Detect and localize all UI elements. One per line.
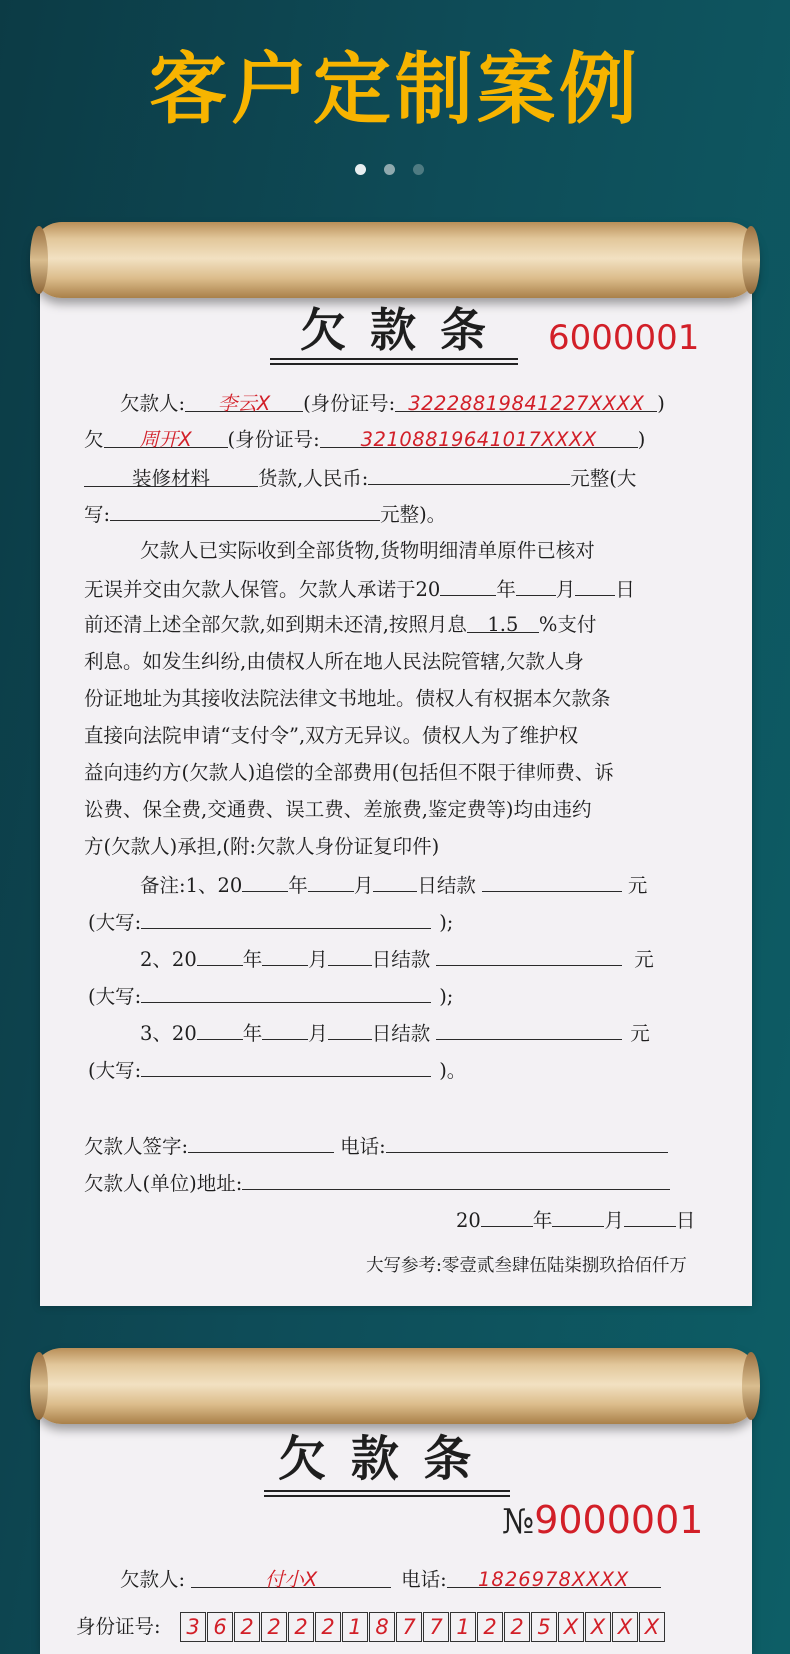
note-3-year-label: 年: [242, 1022, 263, 1045]
creditor-name: 周开X: [139, 428, 192, 451]
creditor-id-field[interactable]: [320, 425, 638, 451]
note-3-day-field[interactable]: [328, 1017, 372, 1040]
id-cell-18[interactable]: X: [639, 1612, 665, 1642]
note-1: [140, 869, 647, 901]
doc1-title-underline: [270, 358, 518, 360]
due-year-label: 年: [496, 578, 516, 601]
id-cell-3[interactable]: 2: [234, 1612, 260, 1642]
carousel-dot-2[interactable]: [384, 164, 395, 175]
note-2-year-field[interactable]: [197, 943, 243, 966]
goods-field[interactable]: [84, 464, 258, 490]
xie-label: 写:: [84, 503, 111, 526]
id-cell-8[interactable]: 8: [369, 1612, 395, 1642]
doc2-debtor-name: 付小X: [264, 1568, 318, 1591]
para-line-1: 欠款人已实际收到全部货物,货物明细清单原件已核对: [140, 539, 595, 562]
rate-field[interactable]: [467, 610, 539, 636]
doc1-line-creditor: [84, 425, 645, 455]
id-cell-16[interactable]: X: [585, 1612, 611, 1642]
note-3-month-field[interactable]: [262, 1017, 308, 1040]
date-day-label: 日: [675, 1209, 696, 1232]
doc1-line-goods: [84, 462, 636, 494]
note-2-day-field[interactable]: [328, 943, 372, 966]
debtor-id-field[interactable]: [395, 389, 657, 415]
doc2-phone-label: 电话:: [401, 1568, 447, 1591]
id-cell-12[interactable]: 2: [477, 1612, 503, 1642]
address-field[interactable]: [242, 1167, 670, 1190]
address-label: 欠款人(单位)地址:: [84, 1172, 243, 1195]
phone-field[interactable]: [386, 1130, 668, 1153]
doc1-scroll-roll: [32, 222, 758, 298]
note-3-close: )。: [439, 1059, 467, 1082]
id-cell-10[interactable]: 7: [423, 1612, 449, 1642]
doc2-no-symbol: №: [502, 1502, 535, 1542]
debt-note-2: [40, 1402, 752, 1654]
id-cell-15[interactable]: X: [558, 1612, 584, 1642]
note-1-daxie: [88, 906, 453, 938]
note-2-yuan: 元: [634, 948, 654, 971]
sign-field[interactable]: [188, 1130, 334, 1153]
debtor-id: 322288198412​27XXXX: [408, 392, 645, 415]
note-1-prefix: 备注:1、20: [140, 874, 243, 897]
due-day-label: 日: [615, 578, 635, 601]
id-cell-13[interactable]: 2: [504, 1612, 530, 1642]
note-2-daxie-field[interactable]: [141, 980, 431, 1003]
note-1-year-field[interactable]: [242, 869, 288, 892]
rate-value: 1.5: [487, 613, 519, 636]
note-1-daxie-field[interactable]: [141, 906, 431, 929]
note-3-year-field[interactable]: [197, 1017, 243, 1040]
id-cell-1[interactable]: 3: [180, 1612, 206, 1642]
note-1-daxie-label: (大写:: [88, 911, 142, 934]
doc2-scroll-roll: [32, 1348, 758, 1424]
owe-label: 欠: [84, 428, 104, 451]
id-cell-5[interactable]: 2: [288, 1612, 314, 1642]
note-1-close: );: [439, 911, 454, 934]
id-label-2: (身份证号:: [227, 428, 320, 451]
doc2-serial-line: [502, 1498, 703, 1544]
carousel-dot-1[interactable]: [355, 164, 366, 175]
note-2-daxie: [88, 980, 453, 1012]
para-line-5: 份证地址为其接收法院法律文书地址。债权人有权据本欠款条: [84, 687, 611, 710]
para-line-4: 利息。如发生纠纷,由债权人所在地人民法院管辖,欠款人身: [84, 650, 584, 673]
yuan-zheng-end: 元整)。: [380, 503, 447, 526]
note-2-amount-field[interactable]: [436, 943, 622, 966]
date-month-field[interactable]: [552, 1204, 604, 1227]
note-2-month-field[interactable]: [262, 943, 308, 966]
date-year-label: 年: [532, 1209, 553, 1232]
doc2-debtor-name-field[interactable]: [191, 1565, 391, 1591]
note-2-month-label: 月: [308, 948, 328, 971]
date-day-field[interactable]: [624, 1204, 676, 1227]
doc2-title: 欠 款 条: [278, 1431, 476, 1487]
goods-tail: 货款,人民币:: [258, 467, 369, 490]
note-3-daxie-field[interactable]: [141, 1054, 431, 1077]
id-cell-2[interactable]: 6: [207, 1612, 233, 1642]
note-3-amount-field[interactable]: [436, 1017, 622, 1040]
daxie-reference: 大写参考:零壹贰叁肆伍陆柒捌玖拾佰仟万: [366, 1256, 687, 1276]
phone-label: 电话:: [340, 1135, 386, 1158]
date-month-label: 月: [604, 1209, 624, 1232]
amount-daxie-field[interactable]: [110, 498, 380, 521]
amount-field[interactable]: [368, 462, 570, 485]
note-2-close: );: [439, 985, 454, 1008]
para-3-text: 前还清上述全部欠款,如到期未还清,按照月息: [84, 613, 467, 636]
para-line-9: 方(欠款人)承担,(附:欠款人身份证复印件): [84, 835, 440, 858]
date-line: [456, 1204, 695, 1236]
note-1-month-label: 月: [353, 874, 374, 897]
creditor-name-field[interactable]: [104, 425, 228, 451]
doc1-line-daxie: [84, 498, 446, 530]
para-3-tail: %支付: [538, 613, 597, 636]
note-1-amount-field[interactable]: [482, 869, 622, 892]
id-cell-9[interactable]: 7: [396, 1612, 422, 1642]
date-year-field[interactable]: [481, 1204, 533, 1227]
id-cell-4[interactable]: 2: [261, 1612, 287, 1642]
para-line-8: 讼费、保全费,交通费、误工费、差旅费,鉴定费等)均由违约: [84, 798, 592, 821]
doc2-line-debtor: [120, 1565, 661, 1595]
debtor-name-field[interactable]: [185, 389, 303, 415]
para-line-3: [84, 610, 596, 640]
note-3-yuan: 元: [630, 1022, 650, 1045]
note-2-settle-label: 日结款: [371, 948, 431, 971]
debt-note-1: [40, 268, 752, 1306]
doc1-line-debtor: [120, 389, 665, 419]
debtor-label: 欠款人:: [120, 392, 186, 415]
doc2-phone: 1826978XXXX: [478, 1568, 630, 1591]
due-year-field[interactable]: [440, 573, 496, 596]
address-line: [84, 1167, 670, 1199]
creditor-id: 32108819641017XXXX: [360, 428, 597, 451]
date-prefix: 20: [456, 1209, 481, 1232]
note-2-daxie-label: (大写:: [88, 985, 142, 1008]
doc2-id-label: 身份证号:: [76, 1615, 161, 1638]
doc2-serial: 9000001: [534, 1498, 704, 1542]
banner-title: 客户定制案例: [148, 45, 641, 135]
doc2-title-underline: [264, 1490, 510, 1492]
id-cell-14[interactable]: 5: [531, 1612, 557, 1642]
doc1-serial: 6000001: [548, 318, 700, 358]
carousel-dot-3[interactable]: [413, 164, 424, 175]
note-1-day-field[interactable]: [373, 869, 417, 892]
id-label: (身份证号:: [303, 392, 396, 415]
due-month-field[interactable]: [516, 573, 556, 596]
debtor-name: 李云X: [217, 392, 271, 415]
para-line-2: [84, 573, 635, 605]
note-3-settle-label: 日结款: [371, 1022, 431, 1045]
doc2-id-grid: [180, 1612, 740, 1642]
id-cell-7[interactable]: 1: [342, 1612, 368, 1642]
id-cell-17[interactable]: X: [612, 1612, 638, 1642]
note-3-daxie: [88, 1054, 466, 1086]
goods-value: 装修材料: [131, 467, 210, 490]
yuan-zheng-da: 元整(大: [570, 467, 637, 490]
doc2-title-underline-2: [264, 1495, 510, 1497]
close-paren-2: ): [637, 428, 646, 451]
note-1-month-field[interactable]: [308, 869, 354, 892]
sign-label: 欠款人签字:: [84, 1135, 189, 1158]
para-line-7: 益向违约方(欠款人)追偿的全部费用(包括但不限于律师费、诉: [84, 761, 614, 784]
due-month-label: 月: [555, 578, 576, 601]
para-2-text: 无误并交由欠款人保管。欠款人承诺于20: [84, 578, 441, 601]
due-day-field[interactable]: [575, 573, 615, 596]
note-3: [140, 1017, 650, 1049]
note-1-settle-label: 日结款: [417, 874, 476, 897]
para-line-6: 直接向法院申请“支付令”,双方无异议。债权人为了维护权: [84, 724, 579, 747]
close-paren: ): [657, 392, 665, 415]
note-2-year-label: 年: [242, 948, 263, 971]
note-1-year-label: 年: [288, 874, 308, 897]
id-cell-11[interactable]: 1: [450, 1612, 476, 1642]
doc2-debtor-label: 欠款人:: [120, 1568, 186, 1591]
doc1-title: 欠 款 条: [300, 303, 491, 357]
note-3-daxie-label: (大写:: [88, 1059, 142, 1082]
note-3-month-label: 月: [308, 1022, 328, 1045]
doc2-phone-field[interactable]: [447, 1565, 661, 1591]
note-2-prefix: 2、20: [140, 948, 197, 971]
note-2: [140, 943, 654, 975]
note-1-yuan: 元: [627, 874, 648, 897]
doc1-title-underline-2: [270, 363, 518, 365]
note-3-prefix: 3、20: [140, 1022, 197, 1045]
id-cell-6[interactable]: 2: [315, 1612, 341, 1642]
sign-line: [84, 1130, 668, 1162]
